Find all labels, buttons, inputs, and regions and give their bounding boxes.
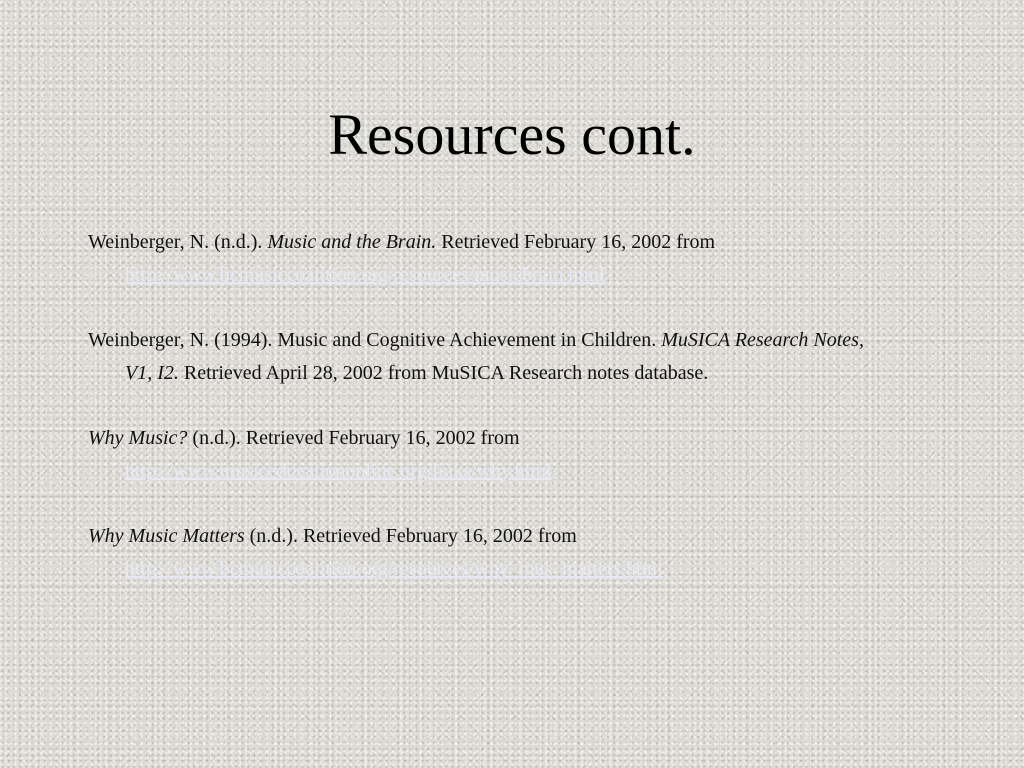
ref-3-title: Why Music? bbox=[88, 427, 188, 449]
spacer bbox=[88, 291, 888, 324]
ref-2-journal: MuSICA Research Notes, V1, I2. bbox=[125, 329, 864, 384]
reference-item-4 bbox=[88, 520, 888, 585]
reference-list bbox=[88, 226, 888, 585]
slide-title: Resources cont. bbox=[328, 102, 696, 167]
reference-item-3 bbox=[88, 422, 888, 487]
reference-item-2 bbox=[88, 324, 888, 389]
ref-4-date: (n.d.). Retrieved February 16, 2002 from bbox=[244, 525, 577, 547]
ref-3-date: (n.d.). Retrieved February 16, 2002 from bbox=[187, 427, 520, 449]
spacer bbox=[88, 487, 888, 520]
ref-2-retrieved: Retrieved April 28, 2002 from MuSICA Research notes database. bbox=[178, 361, 709, 384]
reference-item-1 bbox=[88, 226, 888, 291]
ref-1-link[interactable]: http://www.bcmusiccoalition.org/resources/musicbrain.html bbox=[125, 263, 605, 286]
ref-3-link[interactable]: http://www.musiceducationonline.org/links/why.html bbox=[125, 459, 552, 482]
ref-2-author: Weinberger, N. (1994). Music and Cognitive Achievement in Children. bbox=[88, 329, 662, 351]
ref-4-title: Why Music Matters bbox=[88, 525, 245, 547]
ref-1-author: Weinberger, N. (n.d.). bbox=[88, 231, 268, 253]
ref-1-retrieved: Retrieved February 16, 2002 from bbox=[436, 231, 716, 253]
ref-4-link[interactable]: http://www.bcmusiccoalition.org/resources/why_mus_matters.html bbox=[125, 557, 663, 580]
spacer bbox=[88, 389, 888, 422]
ref-1-title: Music and the Brain. bbox=[267, 231, 437, 253]
